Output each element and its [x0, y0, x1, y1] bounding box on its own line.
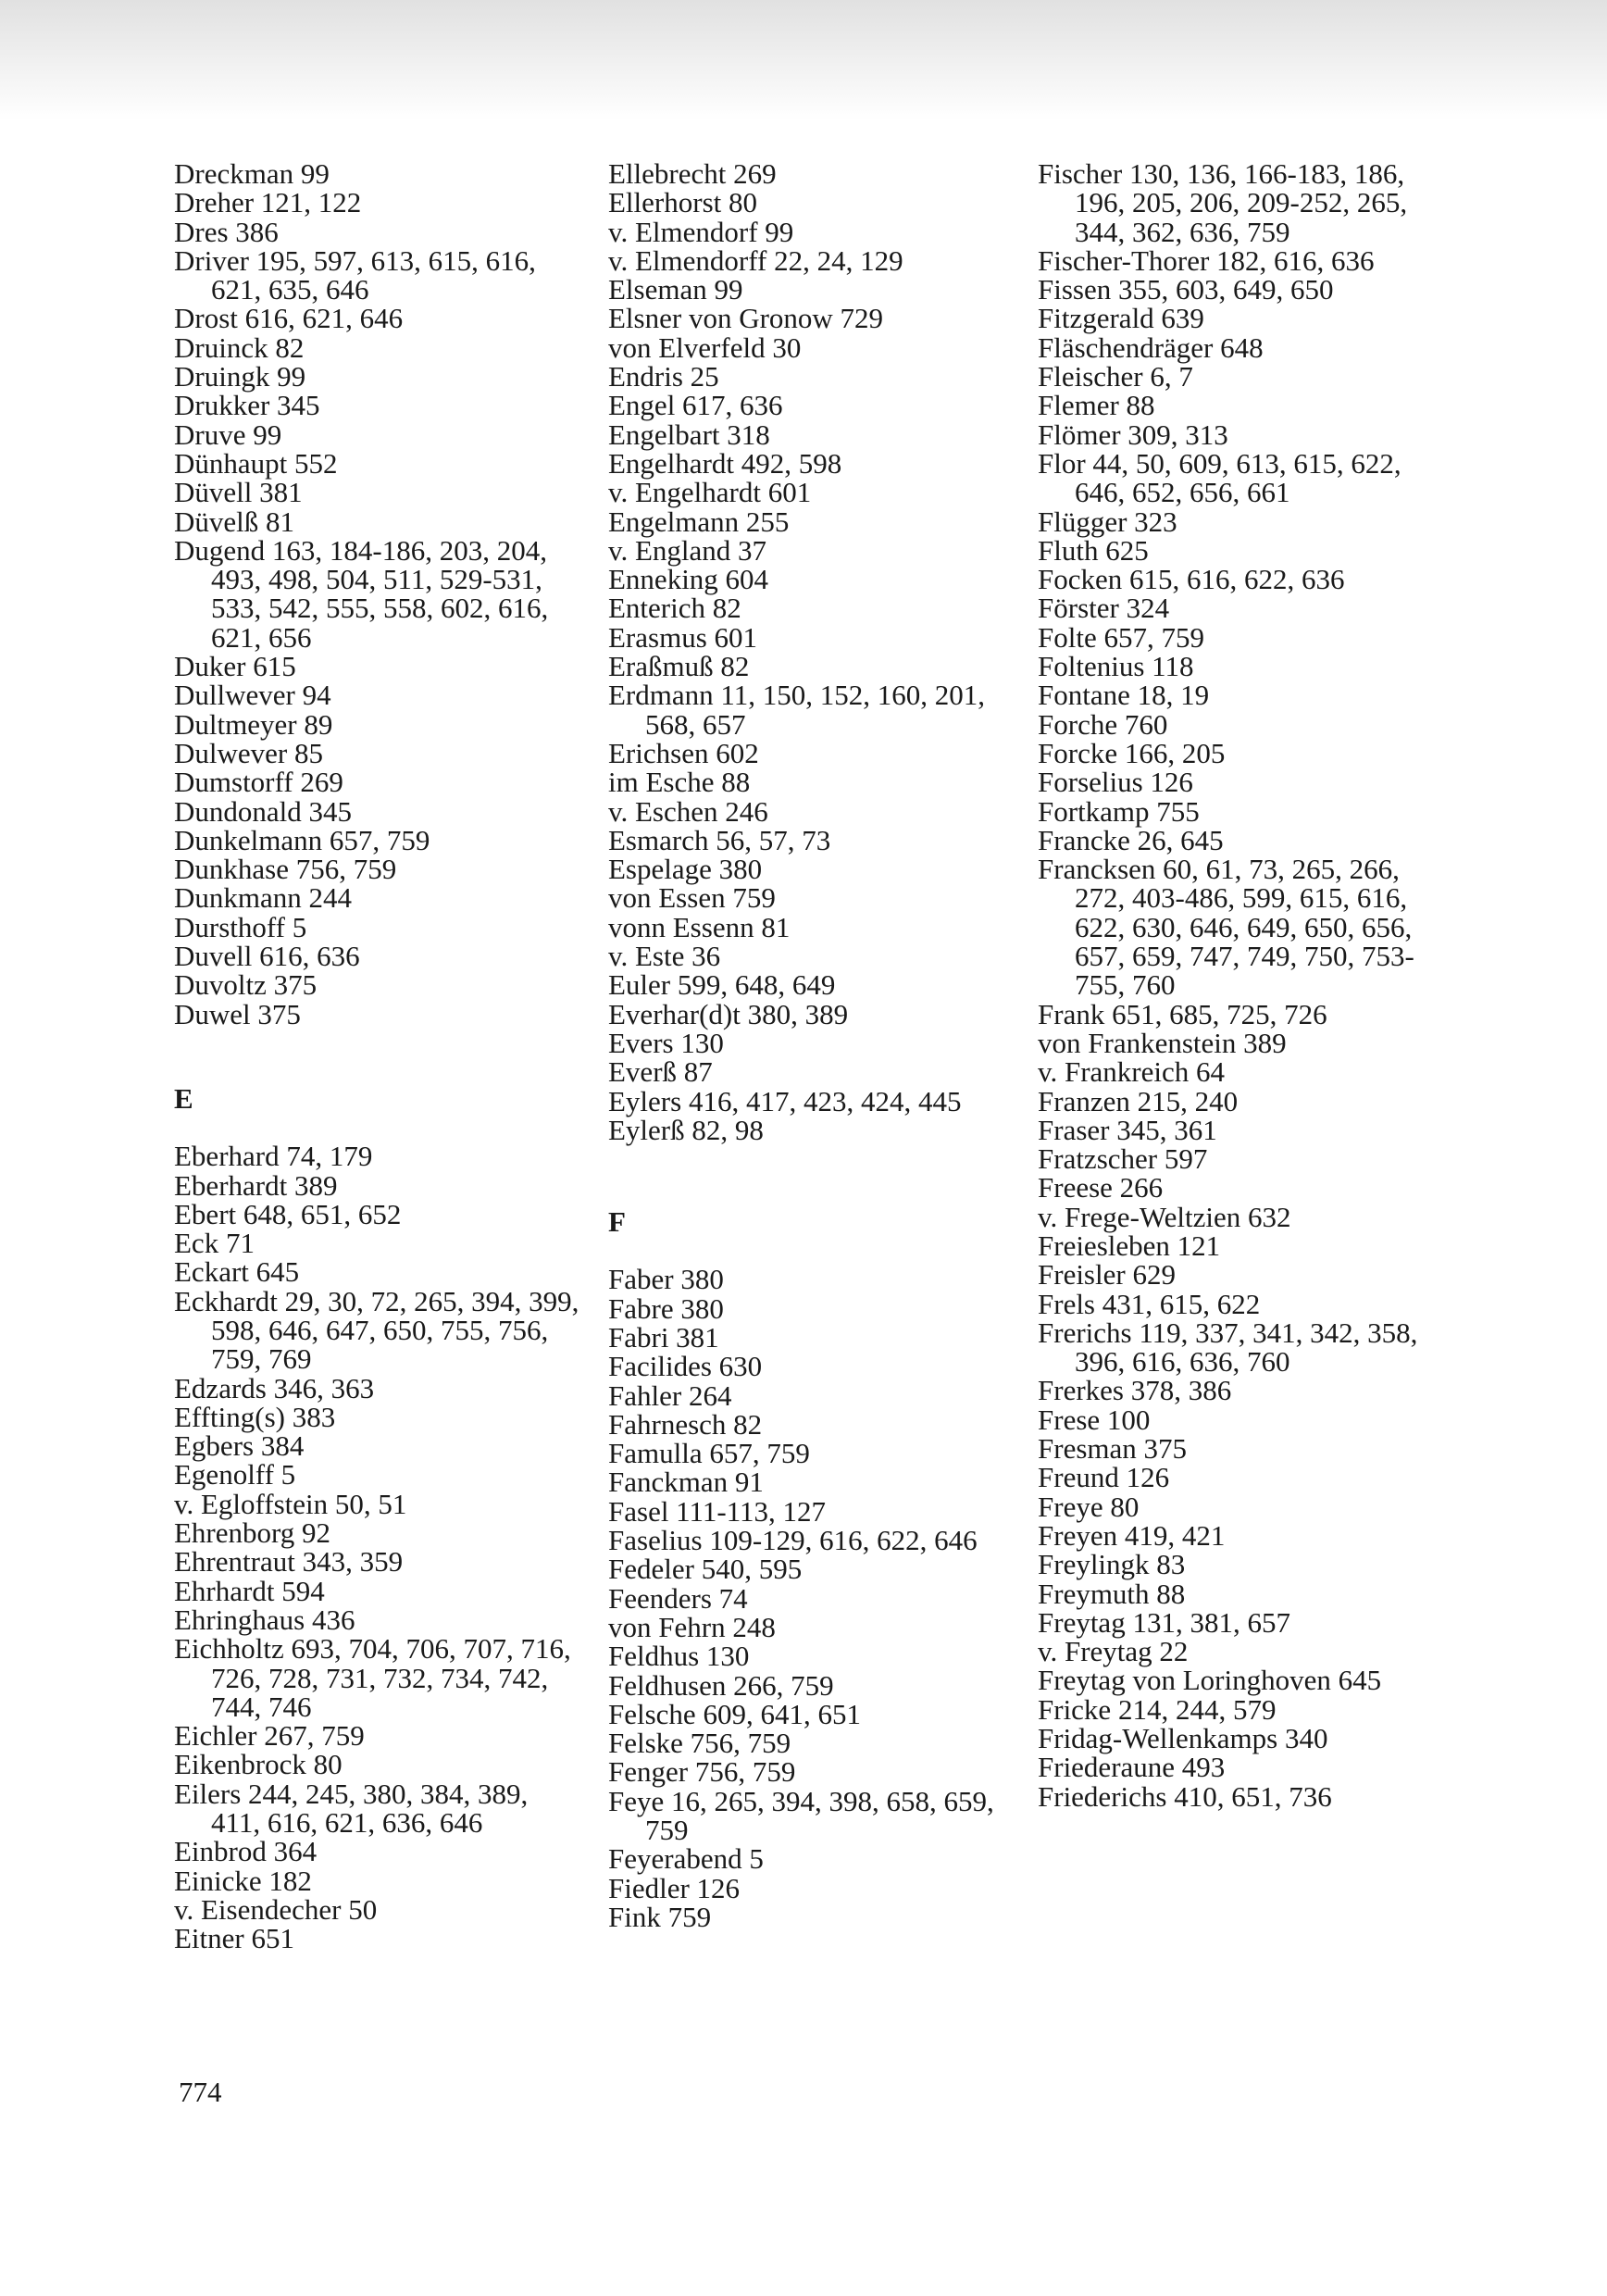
index-entry: Endris 25 [608, 360, 719, 393]
index-column-2 [608, 159, 1015, 1931]
index-entry: Friederaune 493 [1038, 1751, 1226, 1784]
index-entry: Fridag-Wellenkamps 340 [1038, 1722, 1328, 1755]
index-entry: Dulwever 85 [174, 736, 323, 769]
index-entry: Freyen 419, 421 [1038, 1518, 1226, 1552]
index-entry: Eberhard 74, 179 [174, 1140, 373, 1173]
index-entry: Dundonald 345 [174, 794, 353, 828]
index-entry: v. Eschen 246 [608, 794, 768, 828]
index-entry: Freymuth 88 [1038, 1577, 1186, 1610]
index-entry: Frels 431, 615, 622 [1038, 1287, 1261, 1320]
index-entry: Fink 759 [608, 1900, 712, 1933]
index-entry: Freytag 131, 381, 657 [1038, 1605, 1290, 1639]
entries-f [608, 1265, 1015, 1931]
index-entry: Frank 651, 685, 725, 726 [1038, 997, 1327, 1030]
section-heading-f: F [608, 1205, 626, 1239]
index-entry: Dumstorff 269 [174, 766, 343, 799]
index-entry: Engelbart 318 [608, 418, 770, 451]
index-entry: Evers 130 [608, 1026, 724, 1059]
section-gap [174, 1113, 581, 1142]
index-entry: Foltenius 118 [1038, 650, 1194, 683]
index-entry: Freese 266 [1038, 1171, 1164, 1204]
index-entry: Dreher 121, 122 [174, 186, 362, 219]
index-entry: Flügger 323 [1038, 505, 1177, 538]
index-entry: Drukker 345 [174, 389, 320, 422]
index-entry: Freylingk 83 [1038, 1548, 1186, 1581]
index-entry: Ehringhaus 436 [174, 1603, 355, 1636]
index-entry: Felsche 609, 641, 651 [608, 1697, 861, 1730]
index-entry: Frese 100 [1038, 1403, 1151, 1436]
index-entry: Dünhaupt 552 [174, 446, 338, 480]
index-entry: Fricke 214, 244, 579 [1038, 1692, 1277, 1726]
index-entry: Fanckman 91 [608, 1466, 764, 1499]
index-entry: Eckart 645 [174, 1255, 300, 1289]
index-entry: Facilides 630 [608, 1350, 763, 1383]
index-entry: Effting(s) 383 [174, 1400, 336, 1433]
index-entry: Eitner 651 [174, 1922, 294, 1955]
index-entry: Druve 99 [174, 418, 282, 451]
index-entry: Engelhardt 492, 598 [608, 446, 842, 480]
index-entry: v. Freytag 22 [1038, 1635, 1189, 1668]
index-entry: Freytag von Loringhoven 645 [1038, 1664, 1382, 1697]
index-entry: Eylerß 82, 98 [608, 1113, 764, 1146]
index-entry: Fratzscher 597 [1038, 1142, 1208, 1176]
index-entry: Engel 617, 636 [608, 389, 783, 422]
index-entry: Fiedler 126 [608, 1871, 741, 1904]
section-gap [608, 1144, 1015, 1207]
index-entry: Fissen 355, 603, 649, 650 [1038, 273, 1334, 306]
index-entry: Ehrhardt 594 [174, 1574, 325, 1607]
index-entry: Dultmeyer 89 [174, 707, 333, 741]
index-entry: Focken 615, 616, 622, 636 [1038, 563, 1345, 596]
index-entry: Eichler 267, 759 [174, 1719, 365, 1753]
index-entry: Fasel 111-113, 127 [608, 1494, 827, 1528]
index-entry: Ellebrecht 269 [608, 157, 777, 190]
index-entry: Ebert 648, 651, 652 [174, 1197, 402, 1230]
index-entry: Einbrod 364 [174, 1835, 318, 1868]
index-entry: Duvell 616, 636 [174, 940, 360, 973]
index-column-3 [1038, 159, 1445, 1811]
index-entry: Eilers 244, 245, 380, 384, 389, 411, 616, 621, 636, 646 [174, 1777, 529, 1840]
page-number: 774 [179, 2076, 222, 2108]
index-entry: Driver 195, 597, 613, 615, 616, 621, 635, 646 [174, 243, 536, 306]
entries-e-cont [608, 159, 1015, 1144]
index-entry: Eraßmuß 82 [608, 650, 750, 683]
index-entry: Fresman 375 [1038, 1432, 1188, 1466]
entries-d [174, 159, 581, 1029]
index-entry: v. Este 36 [608, 940, 721, 973]
index-entry: Eikenbrock 80 [174, 1748, 343, 1781]
index-entry: v. Elmendorf 99 [608, 215, 794, 248]
index-entry: Erasmus 601 [608, 620, 758, 654]
index-entry: von Fehrn 248 [608, 1610, 776, 1643]
index-entry: Druinck 82 [174, 331, 305, 364]
index-entry: Fleischer 6, 7 [1038, 360, 1193, 393]
index-entry: von Elverfeld 30 [608, 331, 802, 364]
index-entry: Förster 324 [1038, 592, 1170, 625]
index-entry: Ehrentraut 343, 359 [174, 1545, 404, 1578]
index-entry: im Esche 88 [608, 766, 751, 799]
index-entry: Fahrnesch 82 [608, 1407, 763, 1441]
index-entry: Fortkamp 755 [1038, 794, 1200, 828]
index-entry: Feye 16, 265, 394, 398, 658, 659, 759 [608, 1784, 994, 1847]
index-entry: Fitzgerald 639 [1038, 302, 1204, 335]
index-entry: Fabri 381 [608, 1320, 719, 1354]
index-entry: Elsner von Gronow 729 [608, 302, 884, 335]
index-entry: v. Engelhardt 601 [608, 476, 812, 509]
index-entry: Freye 80 [1038, 1490, 1140, 1523]
index-entry: Freiesleben 121 [1038, 1229, 1221, 1262]
index-entry: Fontane 18, 19 [1038, 679, 1210, 712]
index-entry: Duwel 375 [174, 997, 301, 1030]
index-entry: Erichsen 602 [608, 736, 759, 769]
index-entry: Düvelß 81 [174, 505, 295, 538]
index-entry: Eckhardt 29, 30, 72, 265, 394, 399, 598, 646, 647, 650, 755, 756, 759, 769 [174, 1284, 579, 1376]
entries-f-cont [1038, 159, 1445, 1811]
section-gap [608, 1236, 1015, 1265]
index-entry: Fenger 756, 759 [608, 1755, 796, 1789]
index-entry: Drost 616, 621, 646 [174, 302, 404, 335]
index-entry: v. Egloffstein 50, 51 [174, 1487, 407, 1520]
index-entry: Everß 87 [608, 1055, 713, 1089]
index-entry: Dugend 163, 184-186, 203, 204, 493, 498, 504, 511, 529-531, 533, 542, 555, 558, 602, 616, 621, 656 [174, 533, 549, 654]
index-entry: Flemer 88 [1038, 389, 1155, 422]
index-entry: Friederichs 410, 651, 736 [1038, 1779, 1332, 1813]
index-entry: v. England 37 [608, 533, 767, 567]
index-entry: Engelmann 255 [608, 505, 790, 538]
index-entry: Duker 615 [174, 650, 296, 683]
index-entry: Feenders 74 [608, 1581, 748, 1615]
index-entry: Famulla 657, 759 [608, 1437, 810, 1470]
index-entry: Folte 657, 759 [1038, 620, 1204, 654]
index-entry: Eck 71 [174, 1227, 255, 1260]
index-entry: Freisler 629 [1038, 1258, 1176, 1292]
index-entry: Frerkes 378, 386 [1038, 1374, 1232, 1407]
index-entry: Fedeler 540, 595 [608, 1553, 803, 1586]
index-entry: Dunkmann 244 [174, 881, 353, 915]
index-entry: Dursthoff 5 [174, 910, 307, 943]
index-entry: Dreckman 99 [174, 157, 330, 190]
index-entry: v. Eisendecher 50 [174, 1892, 378, 1926]
index-entry: v. Frankreich 64 [1038, 1055, 1226, 1089]
index-entry: Esmarch 56, 57, 73 [608, 823, 831, 856]
index-entry: Druingk 99 [174, 360, 306, 393]
index-entry: Duvoltz 375 [174, 968, 318, 1002]
index-entry: Fluth 625 [1038, 533, 1149, 567]
index-entry: Euler 599, 648, 649 [608, 968, 836, 1002]
index-entry: Düvell 381 [174, 476, 303, 509]
index-entry: Ehrenborg 92 [174, 1516, 331, 1550]
index-entry: Feldhus 130 [608, 1640, 750, 1673]
index-entry: Fischer-Thorer 182, 616, 636 [1038, 243, 1375, 277]
index-entry: Elseman 99 [608, 273, 743, 306]
index-entry: Eylers 416, 417, 423, 424, 445 [608, 1084, 962, 1117]
index-entry: Egbers 384 [174, 1429, 305, 1463]
index-entry: Ellerhorst 80 [608, 186, 757, 219]
index-entry: Forche 760 [1038, 707, 1168, 741]
index-entry: Fischer 130, 136, 166-183, 186, 196, 205, 206, 209-252, 265, 344, 362, 636, 759 [1038, 157, 1408, 248]
index-column-1 [174, 159, 581, 1953]
index-entry: Dunkelmann 657, 759 [174, 823, 430, 856]
scan-shadow [0, 0, 1607, 120]
index-entry: Faselius 109-129, 616, 622, 646 [608, 1524, 978, 1557]
index-entry: von Frankenstein 389 [1038, 1026, 1287, 1059]
index-entry: v. Frege-Weltzien 632 [1038, 1200, 1291, 1233]
section-gap [174, 1029, 581, 1084]
index-entry: Frerichs 119, 337, 341, 342, 358, 396, 616, 636, 760 [1038, 1316, 1418, 1379]
index-entry: Dullwever 94 [174, 679, 331, 712]
index-entry: Fabre 380 [608, 1292, 724, 1325]
index-entry: Everhar(d)t 380, 389 [608, 997, 849, 1030]
index-entry: Flömer 309, 313 [1038, 418, 1228, 451]
index-entry: Eichholtz 693, 704, 706, 707, 716, 726, 728, 731, 732, 734, 742, 744, 746 [174, 1632, 571, 1723]
index-entry: Forcke 166, 205 [1038, 736, 1226, 769]
index-entry: Fläschendräger 648 [1038, 331, 1264, 364]
index-entry: Fraser 345, 361 [1038, 1113, 1217, 1146]
index-entry: Faber 380 [608, 1263, 724, 1296]
index-entry: Feyerabend 5 [608, 1842, 764, 1876]
index-entry: Feldhusen 266, 759 [608, 1668, 834, 1702]
section-heading-e: E [174, 1081, 193, 1115]
entries-e [174, 1142, 581, 1953]
index-entry: von Essen 759 [608, 881, 776, 915]
index-entry: vonn Essenn 81 [608, 910, 791, 943]
index-entry: Eberhardt 389 [174, 1168, 338, 1202]
index-entry: Francksen 60, 61, 73, 265, 266, 272, 403-486, 599, 615, 616, 622, 630, 646, 649, 650, 656, 657, 659, 747, 749, 750, 753-755, 760 [1038, 853, 1414, 1002]
index-entry: Enneking 604 [608, 563, 769, 596]
index-entry: Egenolff 5 [174, 1458, 296, 1491]
index-entry: Franzen 215, 240 [1038, 1084, 1239, 1117]
index-entry: v. Elmendorff 22, 24, 129 [608, 243, 903, 277]
index-entry: Felske 756, 759 [608, 1727, 791, 1760]
index-entry: Flor 44, 50, 609, 613, 615, 622, 646, 652, 656, 661 [1038, 446, 1401, 509]
index-entry: Dunkhase 756, 759 [174, 853, 397, 886]
index-entry: Forselius 126 [1038, 766, 1193, 799]
index-entry: Dres 386 [174, 215, 279, 248]
index-entry: Erdmann 11, 150, 152, 160, 201, 568, 657 [608, 679, 985, 741]
index-entry: Francke 26, 645 [1038, 823, 1224, 856]
index-entry: Fahler 264 [608, 1379, 732, 1412]
index-entry: Enterich 82 [608, 592, 741, 625]
index-entry: Edzards 346, 363 [174, 1371, 375, 1404]
index-entry: Freund 126 [1038, 1461, 1170, 1494]
index-entry: Einicke 182 [174, 1864, 312, 1897]
index-entry: Espelage 380 [608, 853, 763, 886]
